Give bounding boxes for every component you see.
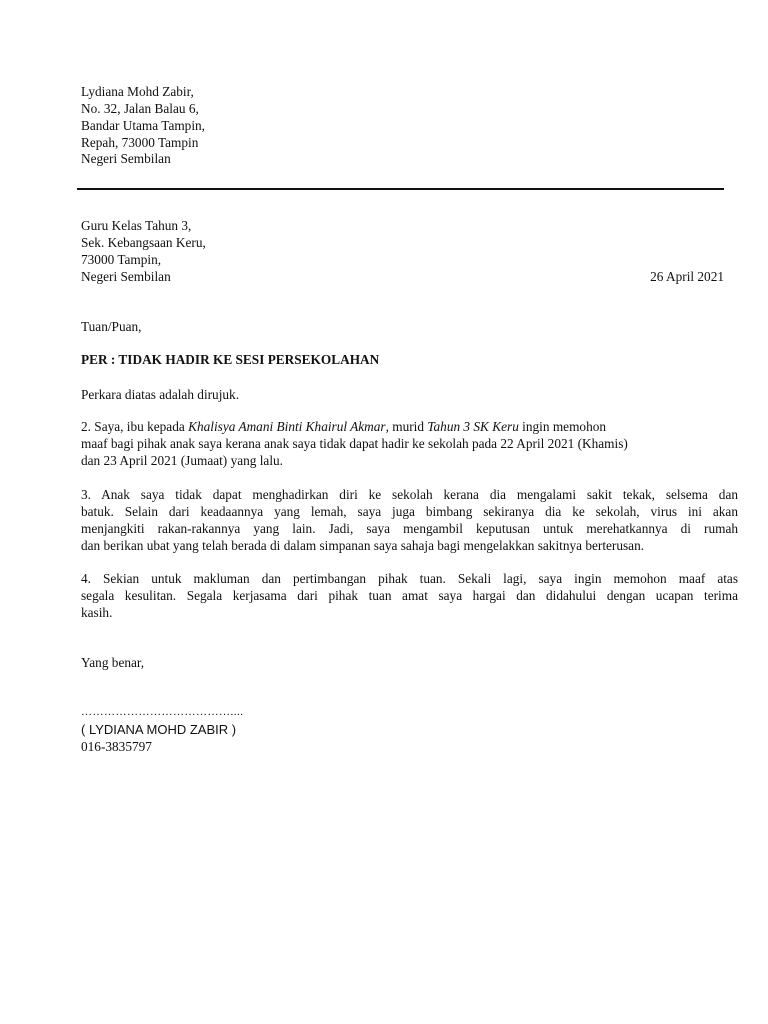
phone-number: 016-3835797 bbox=[81, 739, 152, 754]
paragraph-3 bbox=[81, 486, 738, 554]
paragraph-2-prefix: 2. Saya, ibu kepada bbox=[81, 419, 189, 434]
child-class: Tahun 3 SK Keru bbox=[427, 419, 519, 434]
paragraph-2-line-3: dan 23 April 2021 (Jumaat) yang lalu. bbox=[81, 453, 283, 468]
letter-date: 26 April 2021 bbox=[650, 269, 724, 284]
paragraph-3-line-4: dan berikan ubat yang telah berada di dalam simpanan saya sahaja bagi mengelakkan sakitnya berterusan. bbox=[81, 538, 645, 553]
paragraph-3-line-3: menjangkiti rakan-rakannya yang lain. Jadi, saya mengambil keputusan untuk merehatkannya di rumah bbox=[81, 521, 738, 536]
recipient-line-4: Negeri Sembilan bbox=[81, 269, 171, 284]
paragraph-3-line-2: batuk. Selain dari keadaannya yang lemah, saya juga bimbang sekiranya dia ke sekolah, virus ini akan bbox=[81, 504, 738, 519]
paragraph-4-line-2: segala kesulitan. Segala kerjasama dari pihak tuan amat saya hargai dan didahului dengan ucapan terima bbox=[81, 588, 738, 603]
paragraph-2-line-2: maaf bagi pihak anak saya kerana anak saya tidak dapat hadir ke sekolah pada 22 April 2021 (Khamis) bbox=[81, 436, 628, 451]
signature-line: ………………………………….... bbox=[81, 706, 244, 718]
header-divider bbox=[77, 188, 724, 190]
closing: Yang benar, bbox=[81, 655, 145, 670]
letter-subject: PER : TIDAK HADIR KE SESI PERSEKOLAHAN bbox=[81, 352, 380, 367]
recipient-line-3: 73000 Tampin, bbox=[81, 252, 162, 267]
sender-address-line-2: Bandar Utama Tampin, bbox=[81, 118, 206, 133]
child-name: Khalisya Amani Binti Khairul Akmar bbox=[188, 419, 386, 434]
recipient-line-1: Guru Kelas Tahun 3, bbox=[81, 218, 192, 233]
paragraph-4 bbox=[81, 570, 738, 621]
sender-address-line-4: Negeri Sembilan bbox=[81, 151, 171, 166]
paragraph-2-line-1 bbox=[81, 418, 738, 435]
paragraph-2 bbox=[81, 418, 738, 469]
paragraph-3-line-1: 3. Anak saya tidak dapat menghadirkan diri ke sekolah kerana dia mengalami sakit tekak, selsema dan bbox=[81, 487, 738, 502]
paragraph-4-line-1: 4. Sekian untuk makluman dan pertimbangan pihak tuan. Sekali lagi, saya ingin memohon maaf atas bbox=[81, 571, 738, 586]
paragraph-2-suffix: ingin memohon bbox=[518, 419, 607, 434]
salutation: Tuan/Puan, bbox=[81, 319, 142, 334]
sender-address-line-1: No. 32, Jalan Balau 6, bbox=[81, 101, 199, 116]
signatory-name: ( LYDIANA MOHD ZABIR ) bbox=[81, 722, 237, 737]
reference-paragraph: Perkara diatas adalah dirujuk. bbox=[81, 387, 240, 402]
sender-name: Lydiana Mohd Zabir, bbox=[81, 84, 194, 99]
recipient-line-2: Sek. Kebangsaan Keru, bbox=[81, 235, 206, 250]
paragraph-4-line-3: kasih. bbox=[81, 605, 113, 620]
sender-address-line-3: Repah, 73000 Tampin bbox=[81, 135, 199, 150]
paragraph-2-mid: , murid bbox=[385, 419, 428, 434]
